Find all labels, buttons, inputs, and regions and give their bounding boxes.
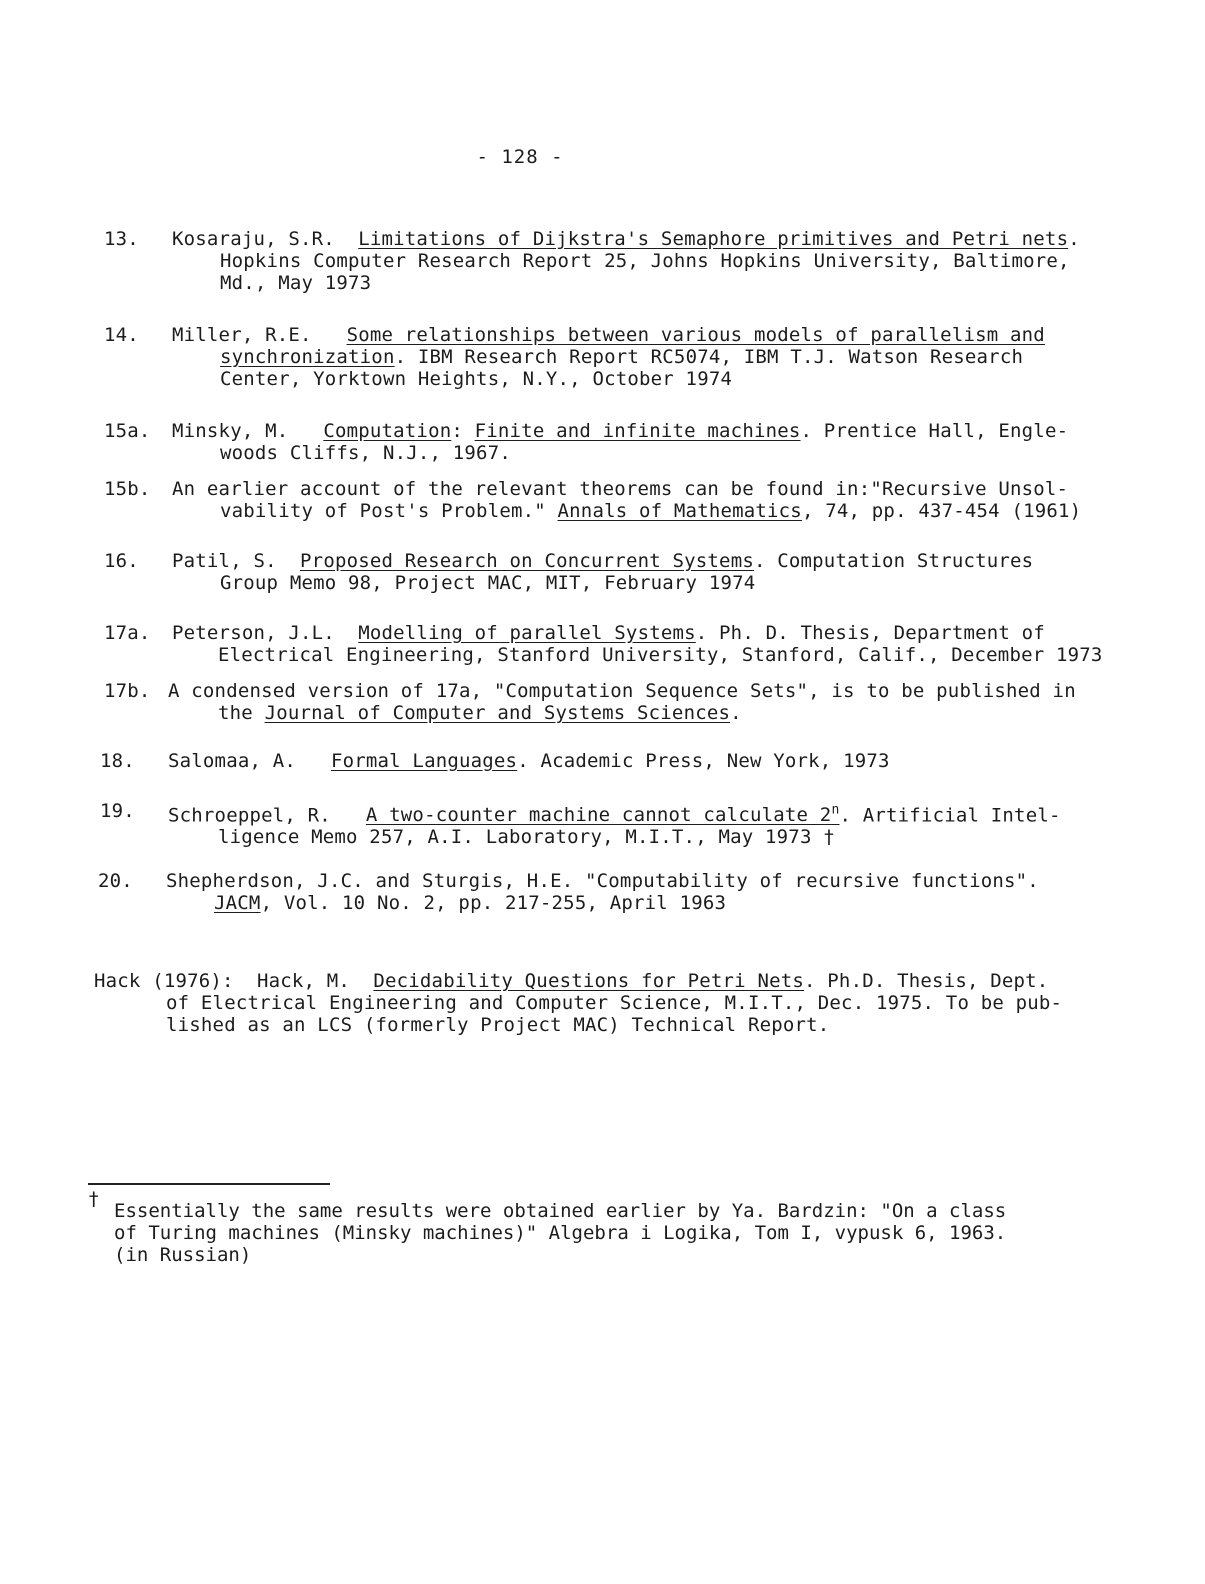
reference-19: 19. Schroeppel, R. A two-counter machine cannot calculate 2$^n$. Artificial Intel- ligence Memo 257, A.I. Laboratory, M.I.T., May 1973 † <box>100 800 1110 848</box>
reference-title: Annals of Mathematics <box>557 500 802 522</box>
reference-author: Hack, M. <box>256 970 351 992</box>
reference-17a: 17a. Peterson, J.L. Modelling of parallel Systems. Ph. D. Thesis, Department of Electrical Engineering, Stanford University, Stanford, Calif., December 1973 <box>104 622 1144 666</box>
reference-text: An earlier account of the relevant theorems can be found in:"Recursive Unsol- <box>172 478 1069 500</box>
reference-continuation: ligence Memo 257, A.I. Laboratory, M.I.T., May 1973 † <box>218 826 835 849</box>
footnote <box>88 1190 1006 1266</box>
reference-author: Kosaraju, S.R. <box>172 228 335 250</box>
footnote-line: of Turing machines (Minsky machines)" Algebra i Logika, Tom I, vypusk 6, 1963. <box>114 1222 1007 1244</box>
reference-continuation: of Electrical Engineering and Computer Science, M.I.T., Dec. 1975. To be pub- <box>166 992 1063 1014</box>
reference-title: Modelling of parallel Systems <box>358 622 696 644</box>
reference-label: Hack (1976): <box>94 970 234 992</box>
reference-title: Proposed Research on Concurrent Systems <box>300 550 754 572</box>
reference-18: 18. Salomaa, A. Formal Languages. Academic Press, New York, 1973 <box>100 750 890 772</box>
reference-title: Decidability Questions for Petri Nets <box>373 970 805 992</box>
reference-title-cont: synchronization <box>220 346 395 368</box>
reference-number: 17b. <box>104 680 151 702</box>
reference-number: 18. <box>100 750 135 772</box>
reference-author: Peterson, J.L. <box>172 622 335 644</box>
reference-17b: 17b. A condensed version of 17a, "Computation Sequence Sets", is to be published in the Journal of Computer and Systems Sciences. <box>104 680 1114 724</box>
reference-continuation: Md., May 1973 <box>220 272 372 294</box>
reference-15a: 15a. Minsky, M. Computation: Finite and infinite machines. Prentice Hall, Engle- woods Cliffs, N.J., 1967. <box>104 420 1114 464</box>
reference-text: A condensed version of 17a, "Computation Sequence Sets", is to be published in <box>168 680 1076 702</box>
reference-title: Finite and infinite machines <box>474 420 801 442</box>
reference-continuation: lished as an LCS (formerly Project MAC) Technical Report. <box>166 1014 830 1036</box>
reference-15b: 15b. An earlier account of the relevant theorems can be found in:"Recursive Unsol- vability of Post's Problem." Annals of Mathematics, 74, pp. 437-454 (1961) <box>104 478 1114 522</box>
reference-continuation: woods Cliffs, N.J., 1967. <box>220 442 511 464</box>
reference-20: 20. Shepherdson, J.C. and Sturgis, H.E. "Computability of recursive functions". JACM, Vol. 10 No. 2, pp. 217-255, April 1963 <box>98 870 1039 914</box>
reference-title: Formal Languages <box>330 750 518 772</box>
reference-number: 15a. <box>104 420 151 442</box>
footnote-line: (in Russian) <box>114 1244 252 1266</box>
reference-hack-1976: Hack (1976): Hack, M. Decidability Questions for Petri Nets. Ph.D. Thesis, Dept. of Electrical Engineering and Computer Science, M.I.T., Dec. 1975. To be pub- lished as an LCS (formerly Project MAC) Technical Report. <box>94 970 1104 1036</box>
page-number: - 128 - <box>476 146 564 168</box>
reference-author: Salomaa, A. <box>168 750 297 772</box>
reference-13: 13. Kosaraju, S.R. Limitations of Dijkstra's Semaphore primitives and Petri nets. Hopkins Computer Research Report 25, Johns Hopkins University, Baltimore, Md., May 1973 <box>104 228 1114 294</box>
reference-number: 15b. <box>104 478 151 500</box>
reference-title: A two-counter machine cannot calculate 2$^n$ <box>365 803 840 827</box>
reference-title: Journal of Computer and Systems Sciences <box>264 702 731 724</box>
reference-author: Shepherdson, J.C. and Sturgis, H.E. <box>166 870 574 892</box>
reference-14: 14. Miller, R.E. Some relationships between various models of parallelism and synchronization. IBM Research Report RC5074, IBM T.J. Watson Research Center, Yorktown Heights, N.Y., October 1974 <box>104 324 1114 390</box>
reference-continuation: Hopkins Computer Research Report 25, Johns Hopkins University, Baltimore, <box>220 250 1070 272</box>
footnote-rule <box>88 1183 330 1185</box>
reference-number: 17a. <box>104 622 151 644</box>
footnote-line: Essentially the same results were obtained earlier by Ya. Bardzin: "On a class <box>114 1200 1007 1222</box>
reference-number: 20. <box>98 870 133 892</box>
reference-continuation: Electrical Engineering, Stanford University, Stanford, Calif., December 1973 <box>218 644 1103 666</box>
reference-continuation: Group Memo 98, Project MAC, MIT, February 1974 <box>220 572 756 594</box>
reference-number: 19. <box>100 800 135 822</box>
reference-author: Patil, S. <box>172 550 277 572</box>
reference-number: 14. <box>104 324 139 346</box>
reference-number: 13. <box>104 228 139 250</box>
reference-16: 16. Patil, S. Proposed Research on Concurrent Systems. Computation Structures Group Memo 98, Project MAC, MIT, February 1974 <box>104 550 1114 594</box>
reference-title: Limitations of Dijkstra's Semaphore primitives and Petri nets <box>358 228 1069 250</box>
reference-title: JACM <box>214 892 261 914</box>
dagger-icon: † <box>88 1188 100 1210</box>
reference-author: Minsky, M. <box>172 420 289 442</box>
reference-title: Computation <box>323 420 452 442</box>
reference-title: Some relationships between various models of parallelism and <box>346 324 1045 346</box>
reference-continuation: Center, Yorktown Heights, N.Y., October 1974 <box>220 368 733 390</box>
reference-author: Miller, R.E. <box>172 324 312 346</box>
reference-number: 16. <box>104 550 139 572</box>
reference-author: Schroeppel, R. <box>168 804 331 827</box>
